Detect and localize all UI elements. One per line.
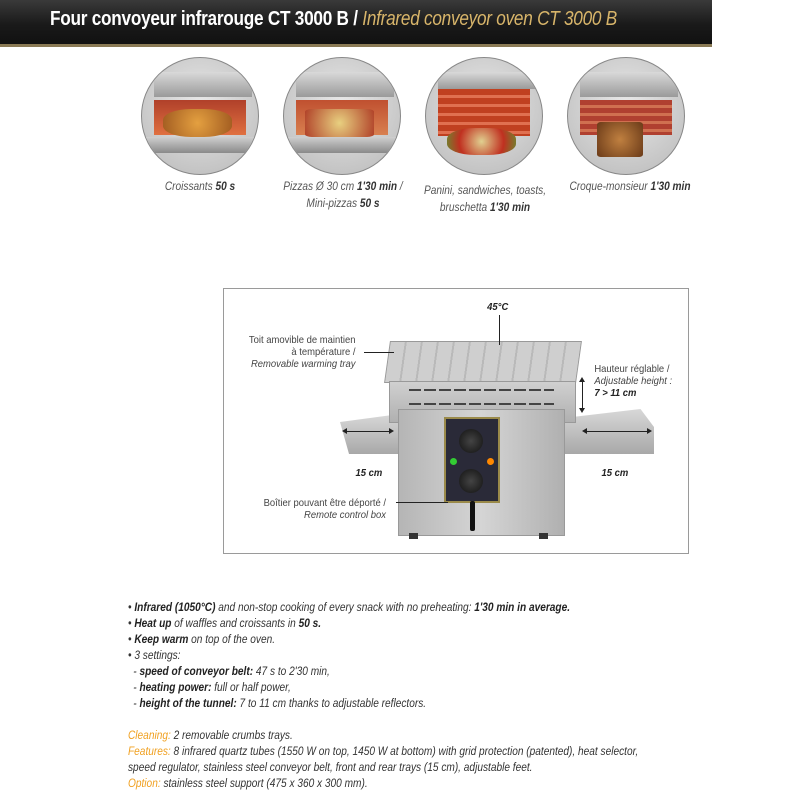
- feature-list: [128, 600, 656, 712]
- caption-time: 1'30 min: [650, 181, 691, 193]
- caption-text: Croissants: [164, 181, 216, 193]
- roof-label: Toit amovible de maintien à température / Removable warming tray: [248, 334, 356, 370]
- tray-graphic: [284, 137, 400, 153]
- caption-croissants: [147, 179, 253, 196]
- right-tray-label: 15 cm: [601, 467, 629, 479]
- caption-time: 50 s: [215, 181, 236, 193]
- page-title: [50, 8, 617, 31]
- control-box: [444, 417, 500, 503]
- photo-croissants: [141, 57, 259, 175]
- feature-item: • Heat up of waffles and croissants in 50 s.: [128, 618, 322, 630]
- setting-item: - heating power: full or half power,: [133, 682, 291, 694]
- title-english: Infrared conveyor oven CT 3000 B: [362, 8, 617, 30]
- power-knob-icon: [459, 469, 483, 493]
- vent-slots: [409, 403, 554, 405]
- caption-time: 1'30 min: [489, 202, 531, 214]
- control-box-pointer: [396, 502, 448, 503]
- left-tray-arrow: [346, 431, 390, 432]
- oven-top-graphic: [438, 72, 537, 89]
- orange-indicator-icon: [487, 458, 494, 465]
- title-separator: /: [348, 8, 363, 30]
- caption-text: bruschetta: [439, 202, 490, 214]
- extra-info: [128, 728, 709, 792]
- caption-separator: /: [397, 181, 403, 193]
- oven-top-graphic: [296, 72, 395, 98]
- height-label: Hauteur réglable / Adjustable height : 7 > 11 cm: [594, 363, 673, 399]
- feature-item: • 3 settings:: [128, 650, 181, 662]
- foot: [539, 533, 548, 539]
- photo-croque-monsieur: [567, 57, 685, 175]
- cleaning-line: Cleaning: 2 removable crumbs trays.: [128, 730, 293, 742]
- setting-item: - height of the tunnel: 7 to 11 cm thanks to adjustable reflectors.: [133, 698, 427, 710]
- speed-knob-icon: [459, 429, 483, 453]
- caption-time: 1'30 min: [356, 181, 398, 193]
- control-box-label: Boîtier pouvant être déporté / Remote control box: [263, 497, 386, 521]
- croissants-graphic: [163, 109, 233, 137]
- caption-time: 50 s: [359, 198, 380, 210]
- caption-pizzas: [277, 179, 409, 213]
- tray-graphic: [142, 137, 258, 153]
- temperature-label: 45°C: [487, 301, 509, 313]
- pizza-graphic: [305, 109, 375, 137]
- green-indicator-icon: [450, 458, 457, 465]
- oven-top-graphic: [580, 72, 679, 98]
- photo-pizzas: [283, 57, 401, 175]
- feature-item: • Infrared (1050°C) and non-stop cooking of every snack with no preheating: 1'30 min in average.: [128, 602, 571, 614]
- foot: [409, 533, 418, 539]
- left-tray-label: 15 cm: [355, 467, 383, 479]
- temperature-pointer: [499, 315, 500, 345]
- bruschetta-graphic: [447, 128, 517, 156]
- toast-graphic: [597, 122, 643, 157]
- caption-panini: [419, 183, 551, 217]
- photo-panini: [425, 57, 543, 175]
- caption-croque-monsieur: [564, 179, 696, 196]
- roof-pointer: [364, 352, 394, 353]
- option-line: Option: stainless steel support (475 x 360 x 300 mm).: [128, 778, 368, 790]
- oven-diagram: [223, 288, 689, 554]
- feature-item: • Keep warm on top of the oven.: [128, 634, 276, 646]
- caption-text: Croque-monsieur: [569, 181, 651, 193]
- oven-top-graphic: [154, 72, 253, 98]
- caption-text: Panini, sandwiches, toasts,: [423, 185, 547, 197]
- power-cord: [470, 501, 475, 531]
- vent-slots: [409, 389, 554, 391]
- setting-item: - speed of conveyor belt: 47 s to 2'30 min,: [133, 666, 330, 678]
- page-header: [0, 0, 712, 47]
- title-french: Four convoyeur infrarouge CT 3000 B: [50, 8, 349, 30]
- features-line: Features: 8 infrared quartz tubes (1550 W on top, 1450 W at bottom) with grid protection (patented), heat selector,: [128, 746, 639, 758]
- height-arrow: [582, 381, 583, 409]
- right-tray-arrow: [586, 431, 648, 432]
- caption-text: Mini-pizzas: [306, 198, 360, 210]
- features-line-cont: speed regulator, stainless steel conveyor belt, front and rear trays (15 cm), adjustable feet.: [128, 762, 533, 774]
- caption-text: Pizzas Ø 30 cm: [283, 181, 357, 193]
- warming-tray-graphic: [384, 341, 582, 383]
